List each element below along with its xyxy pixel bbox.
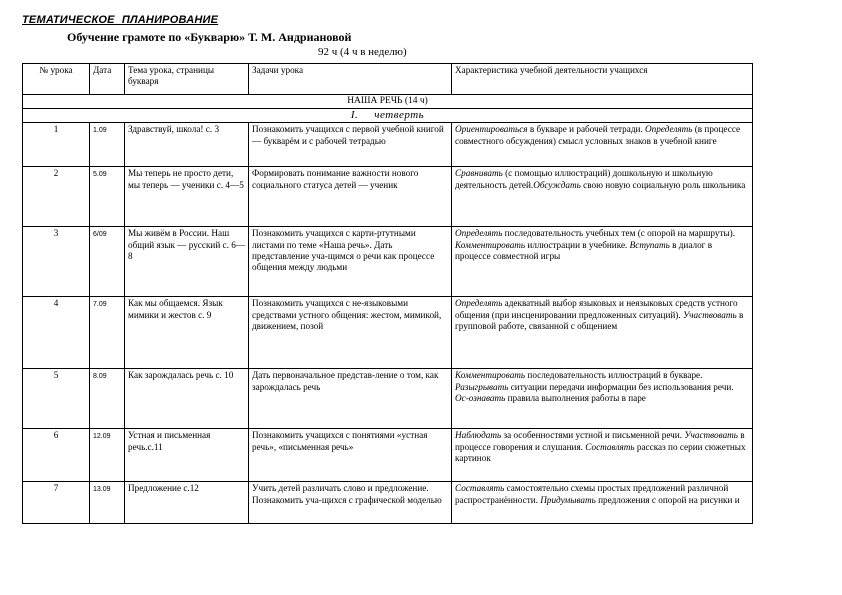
goals-cell: Познакомить учащихся с первой учебной книгой — букварём и с рабочей тетрадью <box>249 123 452 167</box>
header-topic: Тема урока, страницы букваря <box>125 64 249 95</box>
activity-verb: Определять <box>455 228 503 239</box>
lesson-number-cell: 7 <box>23 482 90 524</box>
table-row <box>23 297 753 369</box>
activity-cell <box>452 123 753 167</box>
quarter-row <box>23 109 753 123</box>
activity-cell <box>452 429 753 482</box>
activity-text: в процессе говорения и слушания. <box>455 430 745 452</box>
activity-text: в диалог в процессе совместной игры <box>455 239 713 261</box>
activity-cell <box>452 167 753 227</box>
quarter-title <box>23 109 753 123</box>
activity-text: (с помощью иллюстраций) дошкольную и школьную деятельность детей. <box>455 168 713 190</box>
header-lesson-number: № урока <box>23 64 90 95</box>
date-cell: 12.09 <box>90 429 125 482</box>
quarter-roman: I. <box>350 109 359 122</box>
activity-verb: Участвовать <box>684 430 738 441</box>
activity-verb: Ос-ознавать <box>455 392 506 403</box>
header-activity: Характеристика учебной деятельности учащихся <box>452 64 753 95</box>
table-row <box>23 227 753 297</box>
topic-cell: Как мы общаемся. Язык мимики и жестов с. 9 <box>125 297 249 369</box>
activity-verb: Сравнивать <box>455 168 503 179</box>
activity-cell <box>452 482 753 524</box>
activity-verb: Участвовать <box>682 309 737 320</box>
activity-verb: Составлять <box>585 441 635 452</box>
table-row <box>23 429 753 482</box>
lesson-number-cell: 6 <box>23 429 90 482</box>
activity-cell <box>452 227 753 297</box>
quarter-label: четверть <box>374 109 425 122</box>
goals-cell: Познакомить учащихся с не-языковыми средствами устного общения: жестом, мимикой, движением, позой <box>249 297 452 369</box>
goals-cell: Формировать понимание важности нового социального статуса детей — ученик <box>249 167 452 227</box>
activity-text: иллюстрации в учебнике. <box>525 239 630 250</box>
activity-text: адекватный выбор языковых и неязыковых средств устного общения (при инсценировании предложенных ситуаций). <box>455 298 738 320</box>
activity-text: последовательность учебных тем (с опорой на маршруты). <box>502 228 736 239</box>
activity-text: в букваре и рабочей тетради. <box>527 124 646 135</box>
activity-cell <box>452 297 753 369</box>
activity-verb: Разыгрывать <box>455 381 509 392</box>
activity-text: предложения с опорой на рисунки и <box>595 494 740 505</box>
date-cell: 13.09 <box>90 482 125 524</box>
activity-cell <box>452 369 753 429</box>
header-date: Дата <box>90 64 125 95</box>
topic-cell: Устная и письменная речь.с.11 <box>125 429 249 482</box>
topic-cell: Мы живём в России. Наш общий язык — русский с. 6—8 <box>125 227 249 297</box>
goals-cell: Познакомить учащихся с карти-ртутными листами по теме «Наша речь». Дать представление уча-щимся о речи как процессе общения между людьми <box>249 227 452 297</box>
table-row <box>23 167 753 227</box>
activity-text: (в процессе совместного обсуждения) смысл условных знаков в учебной книге <box>455 124 741 146</box>
activity-verb: Определять <box>455 298 503 309</box>
activity-verb: Ориентироваться <box>455 124 528 135</box>
thematic-planning-label: ТЕМАТИЧЕСКОЕ ПЛАНИРОВАНИЕ <box>22 14 219 26</box>
hours-line: 92 ч (4 ч в неделю) <box>318 46 407 58</box>
section-row <box>23 95 753 109</box>
date-cell: 1.09 <box>90 123 125 167</box>
activity-verb: Определять <box>645 124 693 135</box>
activity-text: ситуации передачи информации без использования речи. <box>508 381 734 392</box>
activity-text: рассказ по серии сюжетных картинок <box>455 441 746 463</box>
activity-text: свою новую социальную роль школьника <box>580 179 746 190</box>
date-cell: 5.09 <box>90 167 125 227</box>
topic-cell: Предложение с.12 <box>125 482 249 524</box>
document-title: Обучение грамоте по «Букварю» Т. М. Андриановой <box>67 30 352 44</box>
goals-cell: Учить детей различать слово и предложение. Познакомить уча-щихся с графической моделью <box>249 482 452 524</box>
activity-verb: Придумывать <box>540 494 596 505</box>
activity-verb: Наблюдать <box>455 430 502 441</box>
activity-text: последовательность иллюстраций в букваре. <box>525 370 703 381</box>
activity-verb: Составлять <box>455 483 505 494</box>
table-header-row <box>23 64 753 95</box>
activity-text: правила выполнения работы в паре <box>505 392 646 403</box>
planning-table <box>22 63 753 524</box>
topic-cell: Как зарождалась речь с. 10 <box>125 369 249 429</box>
activity-verb: Вступать <box>629 239 670 250</box>
table-row <box>23 369 753 429</box>
header-goals: Задачи урока <box>249 64 452 95</box>
activity-text: за особенностями устной и письменной речи. <box>501 430 685 441</box>
topic-cell: Мы теперь не просто дети, мы теперь — ученики с. 4—5 <box>125 167 249 227</box>
section-title: НАША РЕЧЬ (14 ч) <box>23 95 753 109</box>
lesson-number-cell: 5 <box>23 369 90 429</box>
date-cell: 8.09 <box>90 369 125 429</box>
goals-cell: Познакомить учащихся с понятиями «устная речь», «письменная речь» <box>249 429 452 482</box>
activity-verb: Комментировать <box>455 239 526 250</box>
lesson-number-cell: 4 <box>23 297 90 369</box>
goals-cell: Дать первоначальное представ-ление о том, как зарождалась речь <box>249 369 452 429</box>
activity-text: в групповой работе, связанной с общением <box>455 309 744 331</box>
table-row <box>23 482 753 524</box>
date-cell: 6/09 <box>90 227 125 297</box>
lesson-number-cell: 2 <box>23 167 90 227</box>
lesson-number-cell: 1 <box>23 123 90 167</box>
table-row <box>23 123 753 167</box>
date-cell: 7.09 <box>90 297 125 369</box>
activity-verb: Комментировать <box>455 370 526 381</box>
activity-text: самостоятельно схемы простых предложений различной распространённости. <box>455 483 729 505</box>
document-header <box>22 14 812 58</box>
activity-verb: Обсуждать <box>533 179 581 190</box>
topic-cell: Здравствуй, школа! с. 3 <box>125 123 249 167</box>
lesson-number-cell: 3 <box>23 227 90 297</box>
